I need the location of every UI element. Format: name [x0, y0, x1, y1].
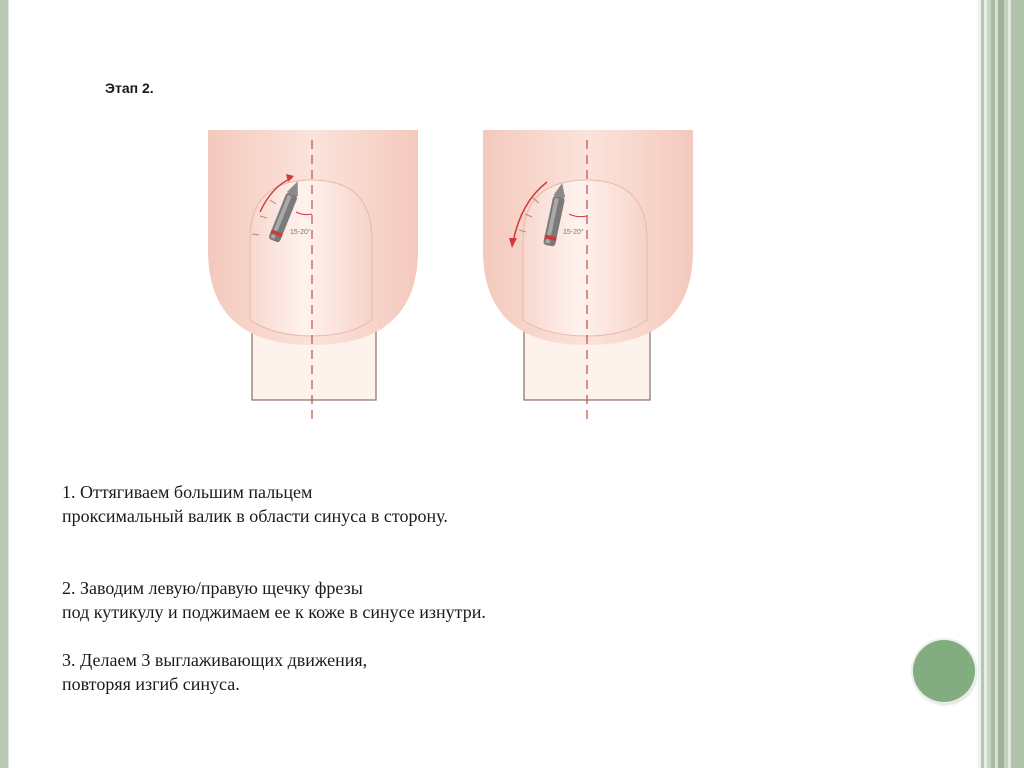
nail-illustration-right — [477, 130, 717, 430]
angle-label: 15-20° — [290, 229, 311, 236]
steps-list — [62, 480, 882, 696]
nail-illustration-left — [200, 130, 440, 430]
step-3-line-1: 3. Делаем 3 выглаживающих движения, — [62, 650, 368, 670]
nail-plate — [250, 180, 372, 336]
decorative-green-circle — [913, 640, 975, 702]
step-1 — [62, 480, 882, 528]
right-frame-border — [978, 0, 1024, 768]
step-1-line-2: проксимальный валик в области синуса в сторону. — [62, 506, 448, 526]
nail-plate — [523, 180, 647, 336]
nail-figure-left — [200, 130, 440, 430]
step-3 — [62, 648, 882, 696]
step-1-line-1: 1. Оттягиваем большим пальцем — [62, 482, 313, 502]
step-2-line-2: под кутикулу и поджимаем ее к коже в синусе изнутри. — [62, 602, 486, 622]
step-2-line-1: 2. Заводим левую/правую щечку фрезы — [62, 578, 363, 598]
step-2 — [62, 576, 882, 624]
angle-label: 15-20° — [563, 229, 584, 236]
stage-title: Этап 2. — [105, 80, 154, 96]
nail-figure-right — [477, 130, 717, 430]
step-3-line-2: повторяя изгиб синуса. — [62, 674, 240, 694]
left-frame-border — [0, 0, 9, 768]
